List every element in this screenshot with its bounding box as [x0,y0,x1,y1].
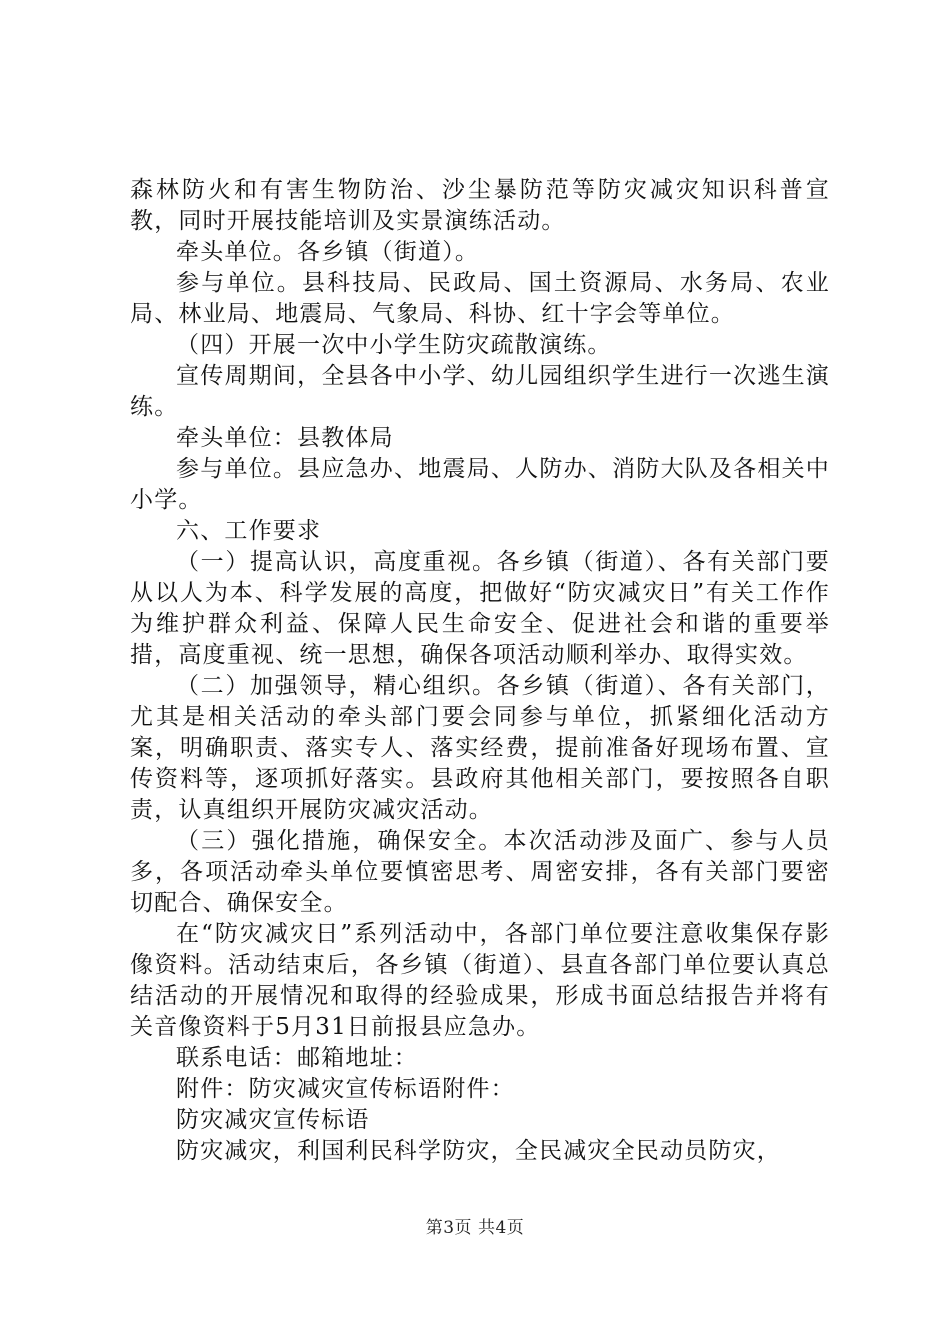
paragraph: 森林防火和有害生物防治、沙尘暴防范等防灾减灾知识科普宣教，同时开展技能培训及实景演练活动。 [130,177,830,234]
paragraph: 牵头单位。各乡镇（街道）。 [176,239,480,265]
paragraph: （一）提高认识，高度重视。各乡镇（街道）、各有关部门要从以人为本、科学发展的高度，把做好“防灾减灾日”有关工作作为维护群众利益、保障人民生命安全、促进社会和谐的重要举措，高度重视、统一思想，确保各项活动顺利举办、取得实效。 [130,549,830,668]
paragraph: 参与单位。县应急办、地震局、人防办、消防大队及各相关中小学。 [130,456,830,513]
paragraph: 参与单位。县科技局、民政局、国土资源局、水务局、农业局、林业局、地震局、气象局、科协、红十字会等单位。 [130,270,830,327]
section-heading: （四）开展一次中小学生防灾疏散演练。 [176,332,612,358]
paragraph: （二）加强领导，精心组织。各乡镇（街道）、各有关部门，尤其是相关活动的牵头部门要会同参与单位，抓紧细化活动方案，明确职责、落实专人、落实经费，提前准备好现场布置、宣传资料等，逐项抓好落实。县政府其他相关部门，要按照各自职责，认真组织开展防灾减灾活动。 [130,673,830,823]
paragraph: 宣传周期间，全县各中小学、幼儿园组织学生进行一次逃生演练。 [130,363,830,420]
paragraph: 防灾减灾，利国利民科学防灾，全民减灾全民动员防灾， [176,1138,781,1164]
paragraph: 在“防灾减灾日”系列活动中，各部门单位要注意收集保存影像资料。活动结束后，各乡镇（街道）、县直各部门单位要认真总结活动的开展情况和取得的经验成果，形成书面总结报告并将有关音像资料于5月31日前报县应急办。 [130,921,830,1040]
section-heading: 六、工作要求 [176,518,322,544]
paragraph: 牵头单位：县教体局 [176,425,394,451]
paragraph: 联系电话：邮箱地址： [176,1045,418,1071]
document-body [130,175,830,1167]
paragraph: 防灾减灾宣传标语 [176,1107,370,1133]
page-footer: 第3页 共4页 [425,1218,525,1238]
paragraph: 附件：防灾减灾宣传标语附件： [176,1076,515,1102]
paragraph: （三）强化措施，确保安全。本次活动涉及面广、参与人员多，各项活动牵头单位要慎密思考、周密安排，各有关部门要密切配合、确保安全。 [130,828,830,916]
